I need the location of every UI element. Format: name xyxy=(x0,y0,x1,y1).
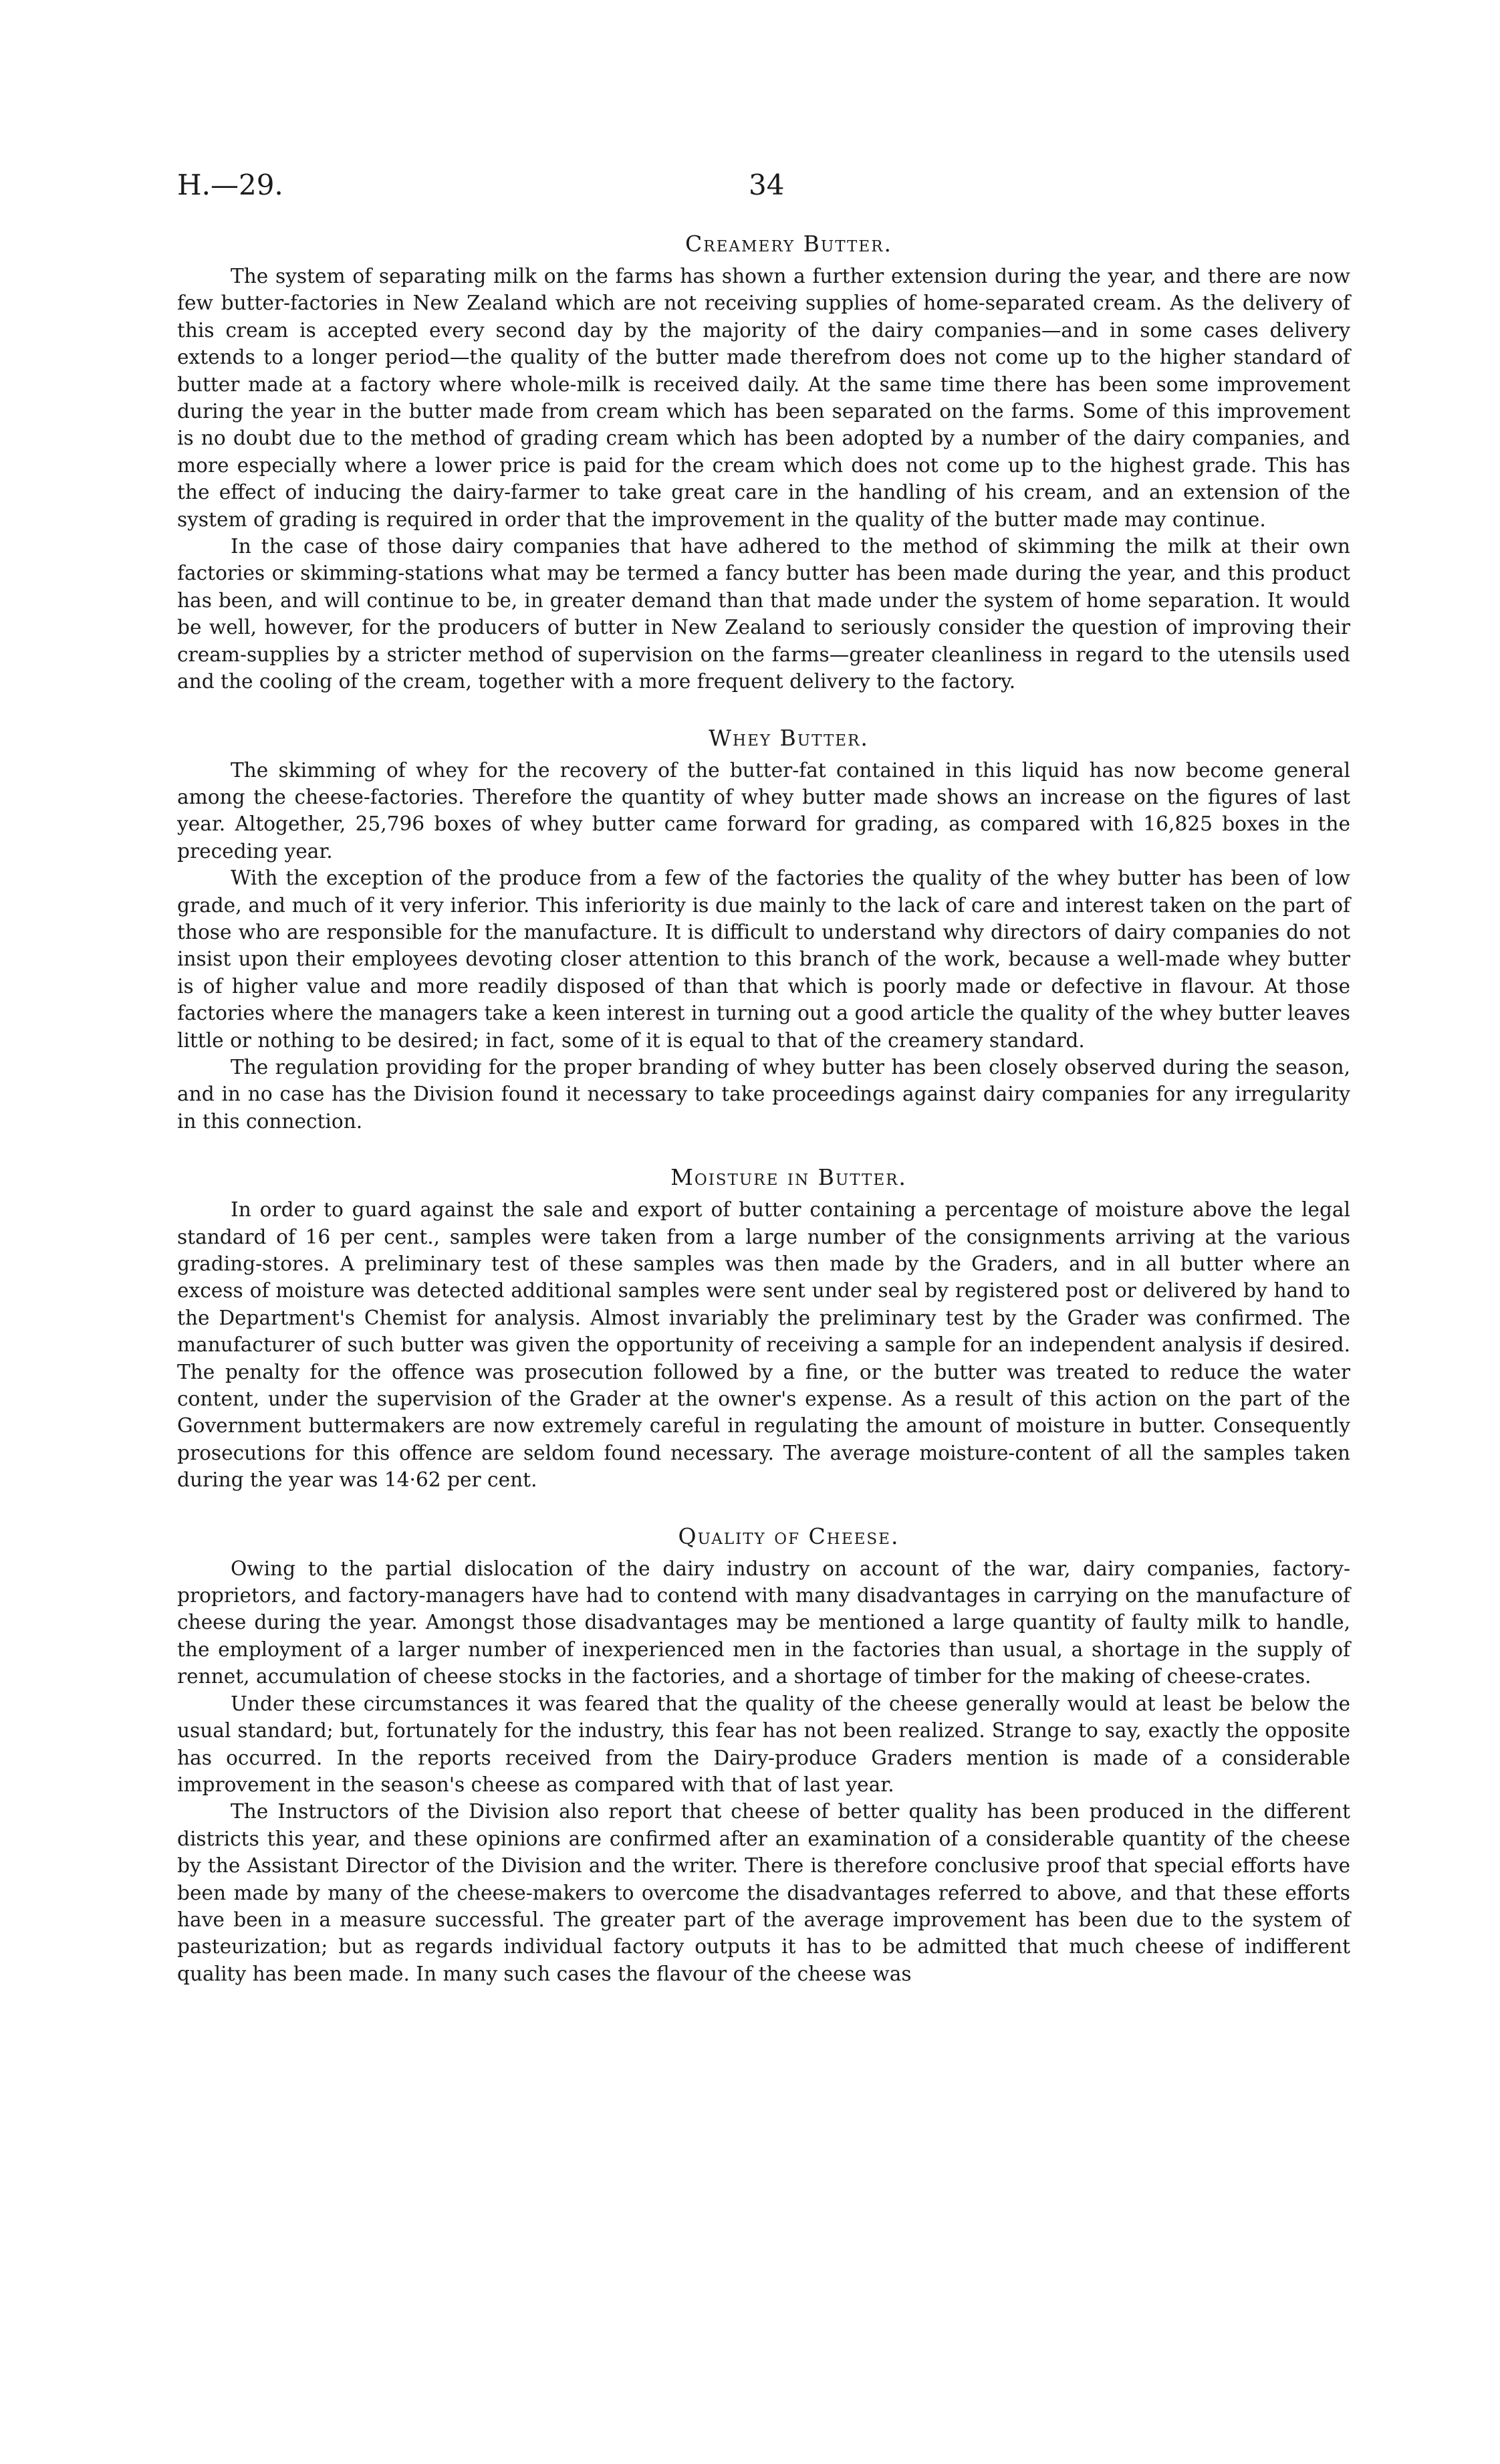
paragraph: Under these circumstances it was feared that the quality of the cheese generally would at least be below the usual standard; but, fortunately for the industry, this fear has not been realized. Strange to say, exactly the opposite has occurred. In the reports received from the Dairy-produce Graders mention is made of a considerable improvement in the season's cheese as compared with that of last year. xyxy=(177,1692,1350,1796)
paragraph: Owing to the partial dislocation of the dairy industry on account of the war, dairy companies, factory-proprietors, and factory-managers have had to contend with many disadvantages in carrying on the manufacture of cheese during the year. Amongst those disadvantages may be mentioned a large quantity of faulty milk to handle, the employment of a larger number of inexperienced men in the factories than usual, a shortage in the supply of rennet, accumulation of cheese stocks in the factories, and a shortage of timber for the making of cheese-crates. xyxy=(177,1557,1350,1688)
paragraph: The skimming of whey for the recovery of the butter-fat contained in this liquid has now become general among the cheese-factories. Therefore the quantity of whey butter made shows an increase on the figures of last year. Altogether, 25,796 boxes of whey butter came forward for grading, as compared with 16,825 boxes in the preceding year. xyxy=(177,758,1350,863)
paragraph: The Instructors of the Division also report that cheese of better quality has been produced in the different districts this year, and these opinions are confirmed after an examination of a considerable quantity of the cheese by the Assistant Director of the Division and the writer. There is therefore conclusive proof that special efforts have been made by many of the cheese-makers to overcome the disadvantages referred to above, and that these efforts have been in a measure successful. The greater part of the average improvement has been due to the system of pasteurization; but as regards individual factory outputs it has to be admitted that much cheese of indifferent quality has been made. In many such cases the flavour of the cheese was xyxy=(177,1800,1350,1985)
section-heading: Whey Butter. xyxy=(709,724,869,751)
section-moisture-in-butter xyxy=(177,1164,1350,1493)
paragraph: In the case of those dairy companies that have adhered to the method of skimming the milk at their own factories or skimming-stations what may be termed a fancy butter has been made during the year, and this product has been, and will continue to be, in greater demand than that made under the system of home separation. It would be well, however, for the producers of butter in New Zealand to seriously consider the question of improving their cream-supplies by a stricter method of supervision on the farms—greater cleanliness in regard to the utensils used and the cooling of the cream, together with a more frequent delivery to the factory. xyxy=(177,535,1350,693)
section-heading: Creamery Butter. xyxy=(685,231,892,257)
document-body xyxy=(177,231,1350,2017)
paragraph: In order to guard against the sale and export of butter containing a percentage of moisture above the legal standard of 16 per cent., samples were taken from a large number of the consignments arriving at the various grading-stores. A preliminary test of these samples was then made by the Graders, and in all butter where an excess of moisture was detected additional samples were sent under seal by registered post or delivered by hand to the Department's Chemist for analysis. Almost invariably the preliminary test by the Grader was confirmed. The manufacturer of such butter was given the opportunity of receiving a sample for an independent analysis if desired. The penalty for the offence was prosecution followed by a fine, or the butter was treated to reduce the water content, under the supervision of the Grader at the owner's expense. As a result of this action on the part of the Government buttermakers are now extremely careful in regulating the amount of moisture in butter. Consequently prosecutions for this offence are seldom found necessary. The average moisture-content of all the samples taken during the year was 14·62 per cent. xyxy=(177,1198,1350,1492)
section-heading: Moisture in Butter. xyxy=(670,1164,907,1191)
section-quality-of-cheese xyxy=(177,1523,1350,1988)
page-header xyxy=(177,169,1350,215)
section-heading: Quality of Cheese. xyxy=(678,1523,900,1549)
paragraph: The system of separating milk on the farms has shown a further extension during the year, and there are now few butter-factories in New Zealand which are not receiving supplies of home-separated cream. As the delivery of this cream is accepted every second day by the majority of the dairy companies—and in some cases delivery extends to a longer period—the quality of the butter made therefrom does not come up to the higher standard of butter made at a factory where whole-milk is received daily. At the same time there has been some improvement during the year in the butter made from cream which has been separated on the farms. Some of this improvement is no doubt due to the method of grading cream which has been adopted by a number of the dairy companies, and more especially where a lower price is paid for the cream which does not come up to the highest grade. This has the effect of inducing the dairy-farmer to take great care in the handling of his cream, and an extension of the system of grading is required in order that the improvement in the quality of the butter made may continue. xyxy=(177,265,1350,531)
section-whey-butter xyxy=(177,725,1350,1135)
report-reference: H.—29. xyxy=(177,169,283,201)
page-number: 34 xyxy=(749,169,785,201)
section-creamery-butter xyxy=(177,231,1350,695)
paragraph: With the exception of the produce from a few of the factories the quality of the whey butter has been of low grade, and much of it very inferior. This inferiority is due mainly to the lack of care and interest taken on the part of those who are responsible for the manufacture. It is difficult to understand why directors of dairy companies do not insist upon their employees devoting closer attention to this branch of the work, because a well-made whey butter is of higher value and more readily disposed of than that which is poorly made or defective in flavour. At those factories where the managers take a keen interest in turning out a good article the quality of the whey butter leaves little or nothing to be desired; in fact, some of it is equal to that of the creamery standard. xyxy=(177,867,1350,1052)
paragraph: The regulation providing for the proper branding of whey butter has been closely observed during the season, and in no case has the Division found it necessary to take proceedings against dairy companies for any irregularity in this connection. xyxy=(177,1055,1350,1133)
